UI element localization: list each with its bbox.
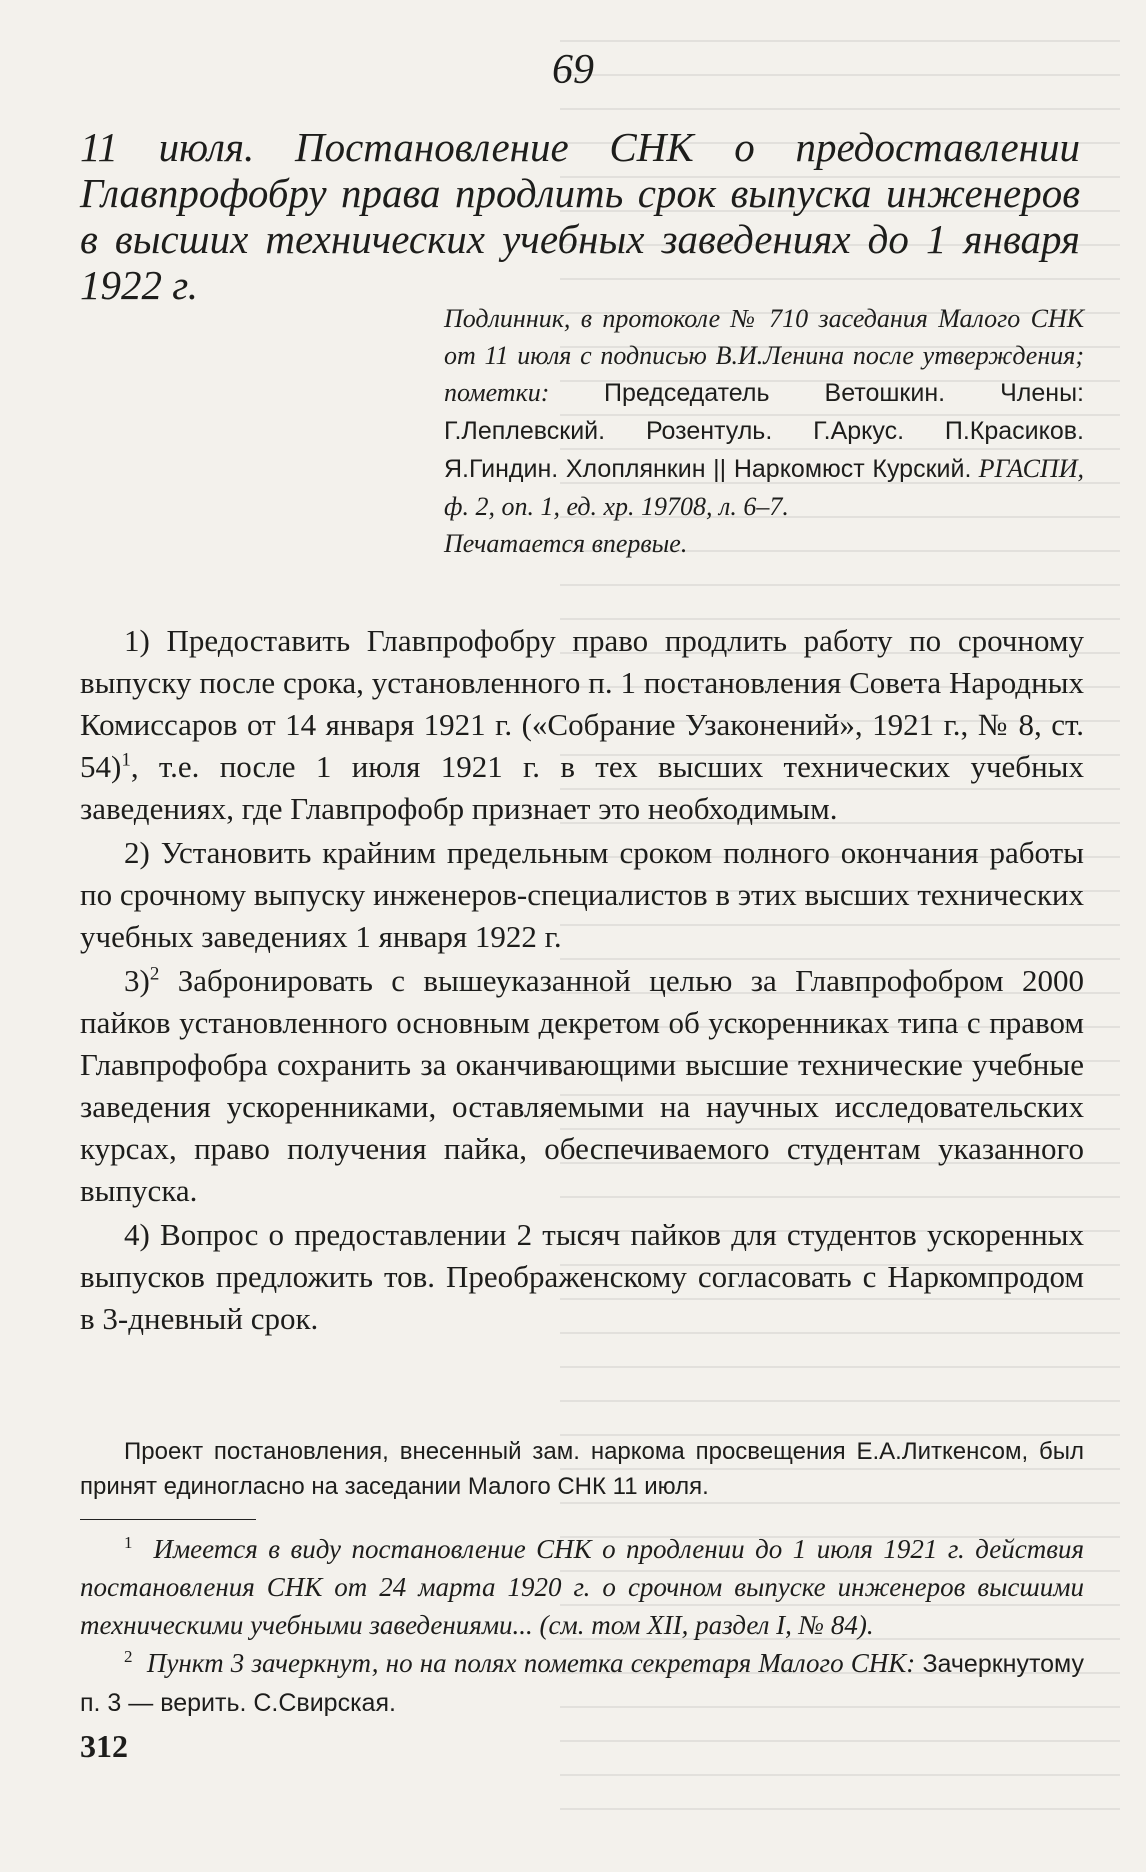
footnote-2-quote: Зачеркнутому п. 3 — верить. С.Свирская. (80, 1650, 1085, 1717)
footnote-1-mark: 1 (124, 1533, 133, 1552)
footnote-ref-1: 1 (121, 749, 131, 771)
paragraph-1 (80, 620, 1084, 830)
document-body (80, 620, 1084, 1342)
paragraph-2: 2) Установить крайним предельным сроком полного окончания работы по срочному выпуску инженеров-специалистов в этих высших технических учебных заведениях 1 января 1922 г. (80, 835, 1084, 954)
source-intro: Подлинник, в протоколе № 710 заседания Малого СНК от 11 июля с подписью В.И.Ленина после утверждения; пометки: (444, 304, 1084, 407)
footnotes (80, 1530, 1084, 1722)
paragraph-3-text: Забронировать с вышеуказанной целью за Главпрофобром 2000 пайков установленного основным декретом об ускоренниках типа с правом Главпрофобра сохранить за оканчивающими высшие технические учебные заведения ускоренниками, оставляемыми на научных исследовательских курсах, право получения пайка, обеспечиваемого студентам указанного выпуска. (80, 963, 1084, 1208)
source-printed: Печатается впервые. (444, 529, 688, 558)
source-archive: РГАСПИ, ф. 2, оп. 1, ед. хр. 19708, л. 6–7. (444, 454, 1084, 521)
footnote-2 (80, 1644, 1084, 1722)
footnote-ref-2: 2 (149, 963, 160, 985)
footnote-2-text: Пункт 3 зачеркнут, но на полях пометка секретаря Малого СНК: (146, 1648, 916, 1678)
source-note (444, 300, 1084, 562)
footnote-1 (80, 1530, 1084, 1644)
paragraph-3 (80, 960, 1084, 1212)
page-number: 312 (80, 1728, 128, 1764)
footnote-1-text: Имеется в виду постановление СНК о продлении до 1 июля 1921 г. действия постановления СНК от 24 марта 1920 г. о срочном выпуске инженеров высшими техническими учебными заведениями... (см. том XII, раздел I, № 84). (80, 1534, 1085, 1640)
document-number: 69 (552, 47, 594, 93)
paragraph-3-num: 3) (124, 963, 150, 998)
source-marks: Председатель Ветошкин. Члены: Г.Леплевский. Розентуль. Г.Аркус. П.Красиков. Я.Гиндин. Хлоплянкин || Наркомюст Курский. (444, 379, 1084, 483)
paragraph-1-text-a: 1) Предоставить Главпрофобру право продлить работу по срочному выпуску после срока, установленного п. 1 постановления Совета Народных Комиссаров от 14 января 1921 г. («Собрание Узаконений», 1921 г., № 8, ст. 54) (80, 623, 1084, 784)
editorial-note: Проект постановления, внесенный зам. наркома просвещения Е.А.Литкенсом, был принят единогласно на заседании Малого СНК 11 июля. (80, 1438, 1084, 1500)
paragraph-4: 4) Вопрос о предоставлении 2 тысяч пайков для студентов ускоренных выпусков предложить тов. Преображенскому согласовать с Наркомпродом в 3-дневный срок. (80, 1217, 1084, 1336)
document-title: 11 июля. Постановление СНК о предоставлении Главпрофобру права продлить срок выпуска инженеров в высших технических учебных заведениях до 1 января 1922 г. (80, 124, 1080, 308)
footnote-2-mark: 2 (124, 1647, 133, 1666)
paragraph-1-text-b: , т.е. после 1 июля 1921 г. в тех высших технических учебных заведениях, где Главпрофобр признает это необходимым. (80, 749, 1084, 826)
footnote-divider (80, 1519, 256, 1520)
